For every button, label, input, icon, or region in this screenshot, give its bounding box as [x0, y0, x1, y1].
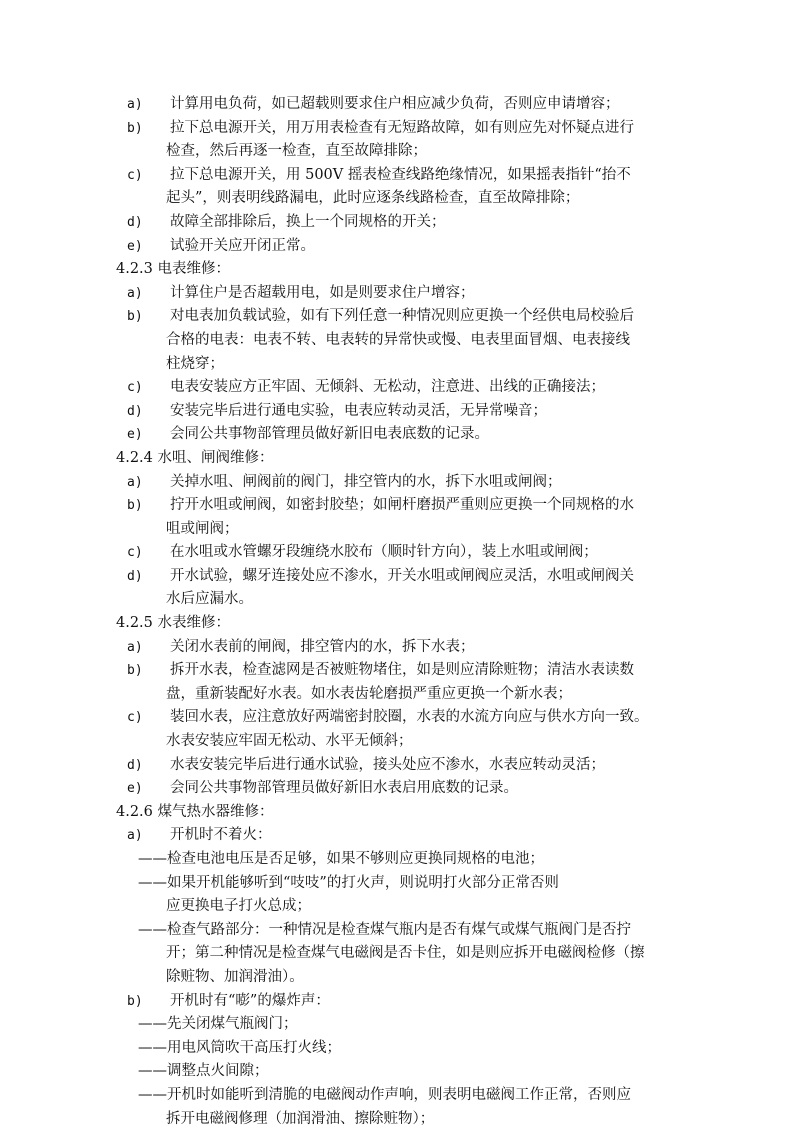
dash-text: 应更换电子打火总成； — [166, 898, 311, 915]
item-label: b) — [127, 498, 143, 514]
list-item — [0, 541, 793, 565]
item-text: 开水试验，螺牙连接处应不渗水，开关水咀或闸阀应灵活，水咀或闸阀关 — [170, 567, 634, 584]
list-item — [0, 636, 793, 660]
item-text: 合格的电表：电表不转、电表转的异常快或慢、电表里面冒烟、电表接线 — [166, 331, 630, 348]
list-item — [0, 235, 793, 259]
dash-item-continuation — [0, 966, 793, 990]
list-item — [0, 164, 793, 188]
item-text: 拉下总电源开关，用 500V 摇表检查线路绝缘情况，如果摇表指针“抬不 — [170, 166, 631, 183]
item-label: b) — [127, 309, 143, 325]
item-text: 柱烧穿； — [166, 355, 224, 372]
section-title: 4.2.4 水咀、闸阀维修： — [116, 449, 274, 466]
item-text: 会同公共事物部管理员做好新旧水表启用底数的记录。 — [170, 780, 518, 797]
item-text: 水后应漏水。 — [166, 591, 253, 608]
item-label: c) — [127, 167, 143, 183]
dash-item — [0, 1084, 793, 1108]
item-text: 装回水表，应注意放好两端密封胶圈，水表的水流方向应与供水方向一致。 — [170, 709, 649, 726]
list-item — [0, 282, 793, 306]
dash-text: ——如果开机能够听到“吱吱”的打火声，则说明打火部分正常否则 — [138, 874, 559, 891]
item-label: b) — [127, 663, 143, 679]
item-text: 盘，重新装配好水表。如水表齿轮磨损严重应更换一个新水表； — [166, 685, 572, 702]
item-label: d) — [127, 214, 143, 230]
item-text: 计算住户是否超载用电，如是则要求住户增容； — [170, 284, 475, 301]
item-label: e) — [127, 427, 143, 443]
item-label: e) — [127, 781, 143, 797]
item-text: 试验开关应开闭正常。 — [170, 237, 315, 254]
list-item-continuation — [0, 588, 793, 612]
list-item — [0, 754, 793, 778]
dash-text: ——检查电池电压是否足够，如果不够则应更换同规格的电池； — [138, 851, 544, 867]
list-item — [0, 706, 793, 730]
dash-text: 开；第二种情况是检查煤气电磁阀是否卡住，如是则应拆开电磁阀检修（擦 — [166, 945, 645, 962]
section-heading — [0, 801, 793, 825]
item-text: 开机时有“嘭”的爆炸声： — [170, 992, 330, 1009]
list-item — [0, 565, 793, 589]
list-item — [0, 93, 793, 117]
dash-text: ——检查气路部分：一种情况是检查煤气瓶内是否有煤气或煤气瓶阀门是否拧 — [138, 921, 631, 938]
item-label: a) — [127, 285, 143, 301]
dash-text: ——调整点火间隙； — [138, 1063, 269, 1080]
dash-item — [0, 1037, 793, 1061]
dash-text: 除赃物、加润滑油）。 — [166, 968, 304, 985]
list-item-continuation — [0, 353, 793, 377]
dash-text: ——用电风筒吹干高压打火线； — [138, 1039, 341, 1056]
dash-item — [0, 1060, 793, 1084]
item-label: a) — [127, 97, 143, 112]
item-text: 在水咀或水管螺牙段缠绕水胶布（顺时针方向），装上水咀或闸阀； — [170, 544, 598, 561]
list-item — [0, 471, 793, 495]
section-title: 4.2.6 煤气热水器维修： — [116, 803, 274, 820]
item-text: 关闭水表前的闸阀，排空管内的水，拆下水表； — [170, 638, 475, 655]
item-label: a) — [127, 639, 143, 655]
item-label: c) — [127, 710, 143, 726]
list-item — [0, 117, 793, 141]
list-item-continuation — [0, 730, 793, 754]
item-text: 关掉水咀、闸阀前的阀门，排空管内的水，拆下水咀或闸阀； — [170, 473, 562, 490]
item-label: e) — [127, 238, 143, 254]
dash-item — [0, 872, 793, 896]
item-label: c) — [127, 380, 143, 396]
section-title: 4.2.5 水表维修： — [116, 615, 231, 632]
dash-text: ——先关闭煤气瓶阀门； — [138, 1016, 298, 1033]
item-text: 检查，然后再逐一检查，直至故障排除； — [166, 143, 427, 160]
section-heading — [0, 447, 793, 471]
item-text: 电表安装应方正牢固、无倾斜、无松动，注意进、出线的正确接法； — [170, 379, 605, 396]
item-text: 拧开水咀或闸阀，如密封胶垫；如闸杆磨损严重则应更换一个同规格的水 — [170, 497, 634, 514]
item-text: 起头”，则表明线路漏电，此时应逐条线路检查，直至故障排除； — [166, 190, 580, 207]
item-text: 拆开水表，检查滤网是否被赃物堵住，如是则应清除赃物；清洁水表读数 — [170, 662, 634, 679]
list-item — [0, 423, 793, 447]
list-item-continuation — [0, 518, 793, 542]
item-text: 咀或闸阀； — [166, 520, 239, 537]
item-label: a) — [127, 474, 143, 490]
item-text: 对电表加负载试验，如有下列任意一种情况则应更换一个经供电局校验后 — [170, 308, 634, 325]
list-item-continuation — [0, 683, 793, 707]
dash-item-continuation — [0, 895, 793, 919]
item-label: d) — [127, 757, 143, 773]
item-label: d) — [127, 568, 143, 584]
list-item-continuation — [0, 329, 793, 353]
item-text: 计算用电负荷，如已超载则要求住户相应减少负荷，否则应申请增容； — [170, 96, 620, 112]
dash-item — [0, 1013, 793, 1037]
list-item — [0, 494, 793, 518]
item-text: 水表安装完毕后进行通水试验，接头处应不渗水，水表应转动灵活； — [170, 756, 605, 773]
item-label: b) — [127, 993, 143, 1009]
document-body — [0, 93, 793, 1131]
list-item — [0, 824, 793, 848]
dash-text: ——开机时如能听到清脆的电磁阀动作声响，则表明电磁阀工作正常，否则应 — [138, 1086, 631, 1103]
section-heading — [0, 258, 793, 282]
item-text: 开机时不着火： — [170, 827, 272, 844]
section-heading — [0, 612, 793, 636]
list-item — [0, 211, 793, 235]
item-label: b) — [127, 120, 143, 136]
dash-item — [0, 919, 793, 943]
item-text: 水表安装应牢固无松动、水平无倾斜； — [166, 733, 413, 750]
item-text: 拉下总电源开关，用万用表检查有无短路故障，如有则应先对怀疑点进行 — [170, 119, 634, 136]
item-text: 故障全部排除后，换上一个同规格的开关； — [170, 213, 446, 230]
list-item — [0, 376, 793, 400]
item-text: 安装完毕后进行通电实验，电表应转动灵活，无异常噪音； — [170, 402, 547, 419]
list-item — [0, 777, 793, 801]
list-item — [0, 659, 793, 683]
list-item — [0, 305, 793, 329]
dash-item-continuation — [0, 1108, 793, 1131]
list-item — [0, 400, 793, 424]
item-label: d) — [127, 403, 143, 419]
item-label: a) — [127, 828, 143, 844]
list-item-continuation — [0, 187, 793, 211]
item-label: c) — [127, 545, 143, 561]
section-title: 4.2.3 电表维修： — [116, 261, 231, 278]
dash-item — [0, 848, 793, 872]
dash-text: 拆开电磁阀修理（加润滑油、擦除赃物）； — [166, 1110, 435, 1127]
dash-item-continuation — [0, 942, 793, 966]
list-item — [0, 990, 793, 1014]
list-item-continuation — [0, 140, 793, 164]
item-text: 会同公共事物部管理员做好新旧电表底数的记录。 — [170, 426, 489, 443]
